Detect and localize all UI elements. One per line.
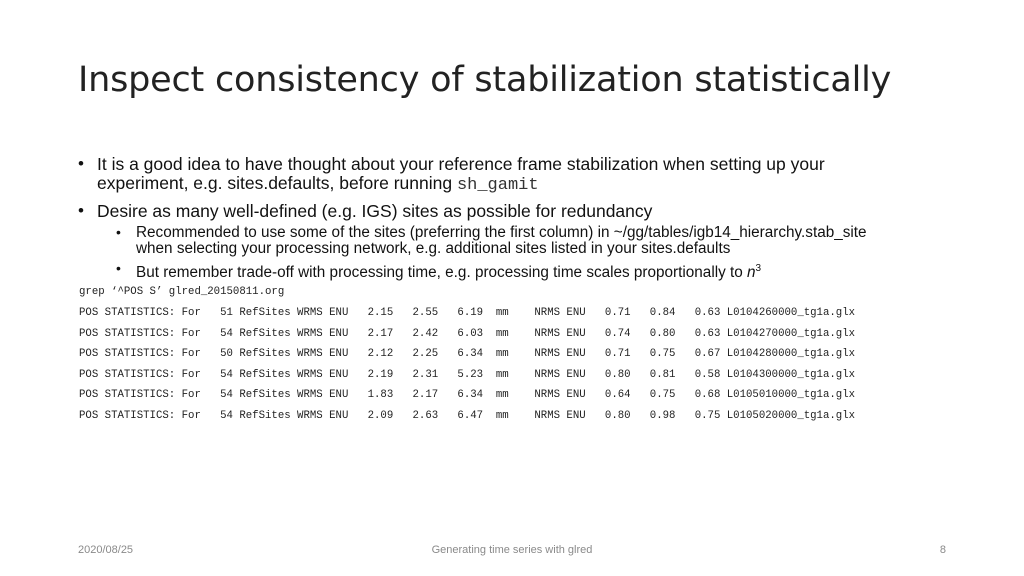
bullet-1-line-1: It is a good idea to have thought about your reference frame stabilization when setting up your: [97, 154, 825, 174]
bullet-1-code: sh_gamit: [456, 176, 539, 195]
footer-title: Generating time series with glred: [431, 544, 593, 556]
grep-command: grep ‘^POS S’ glred_20150811.org: [79, 286, 285, 298]
code-line: POS STATISTICS: For 54 RefSites WRMS ENU 2.09 2.63 6.47 mm NRMS ENU 0.80 0.98 0.75 L0105020000_tg1a.glx: [79, 409, 856, 422]
sub-bullet-1-line-1: Recommended to use some of the sites (preferring the first column) in ~/gg/tables/igb14_hierarchy.stab_site: [136, 224, 867, 241]
bullet-marker: •: [78, 154, 84, 173]
sub-bullet-1-line-2: when selecting your processing network, e.g. additional sites listed in your sites.defaults: [136, 240, 731, 257]
code-line: POS STATISTICS: For 50 RefSites WRMS ENU 2.12 2.25 6.34 mm NRMS ENU 0.71 0.75 0.67 L0104280000_tg1a.glx: [79, 348, 856, 360]
bullet-marker: •: [78, 201, 84, 220]
variable-n: n: [747, 264, 756, 282]
code-line: POS STATISTICS: For 54 RefSites WRMS ENU 2.17 2.42 6.03 mm NRMS ENU 0.74 0.80 0.63 L0104270000_tg1a.glx: [79, 327, 856, 340]
code-line: POS STATISTICS: For 54 RefSites WRMS ENU 1.83 2.17 6.34 mm NRMS ENU 0.64 0.75 0.68 L0105010000_tg1a.glx: [79, 389, 856, 401]
page-number: 8: [939, 544, 946, 556]
slide-title: Inspect consistency of stabilization statistically: [78, 60, 892, 100]
bullet-1-line-2: [97, 174, 539, 195]
bullet-1-text: experiment, e.g. sites.defaults, before running: [97, 173, 457, 193]
sub-bullet-2-text: But remember trade-off with processing time, e.g. processing time scales proportionally to: [136, 264, 748, 282]
footer-date: 2020/08/25: [78, 544, 134, 556]
sub-bullet-2: [136, 261, 761, 281]
bullet-2: Desire as many well-defined (e.g. IGS) sites as possible for redundancy: [97, 201, 653, 221]
code-line: POS STATISTICS: For 51 RefSites WRMS ENU 2.15 2.55 6.19 mm NRMS ENU 0.71 0.84 0.63 L0104260000_tg1a.glx: [79, 307, 856, 319]
sub-bullet-marker: •: [116, 260, 121, 276]
code-line: POS STATISTICS: For 54 RefSites WRMS ENU 2.19 2.31 5.23 mm NRMS ENU 0.80 0.81 0.58 L0104300000_tg1a.glx: [79, 368, 856, 381]
sub-bullet-marker: •: [116, 224, 121, 240]
exponent: 3: [755, 263, 762, 274]
